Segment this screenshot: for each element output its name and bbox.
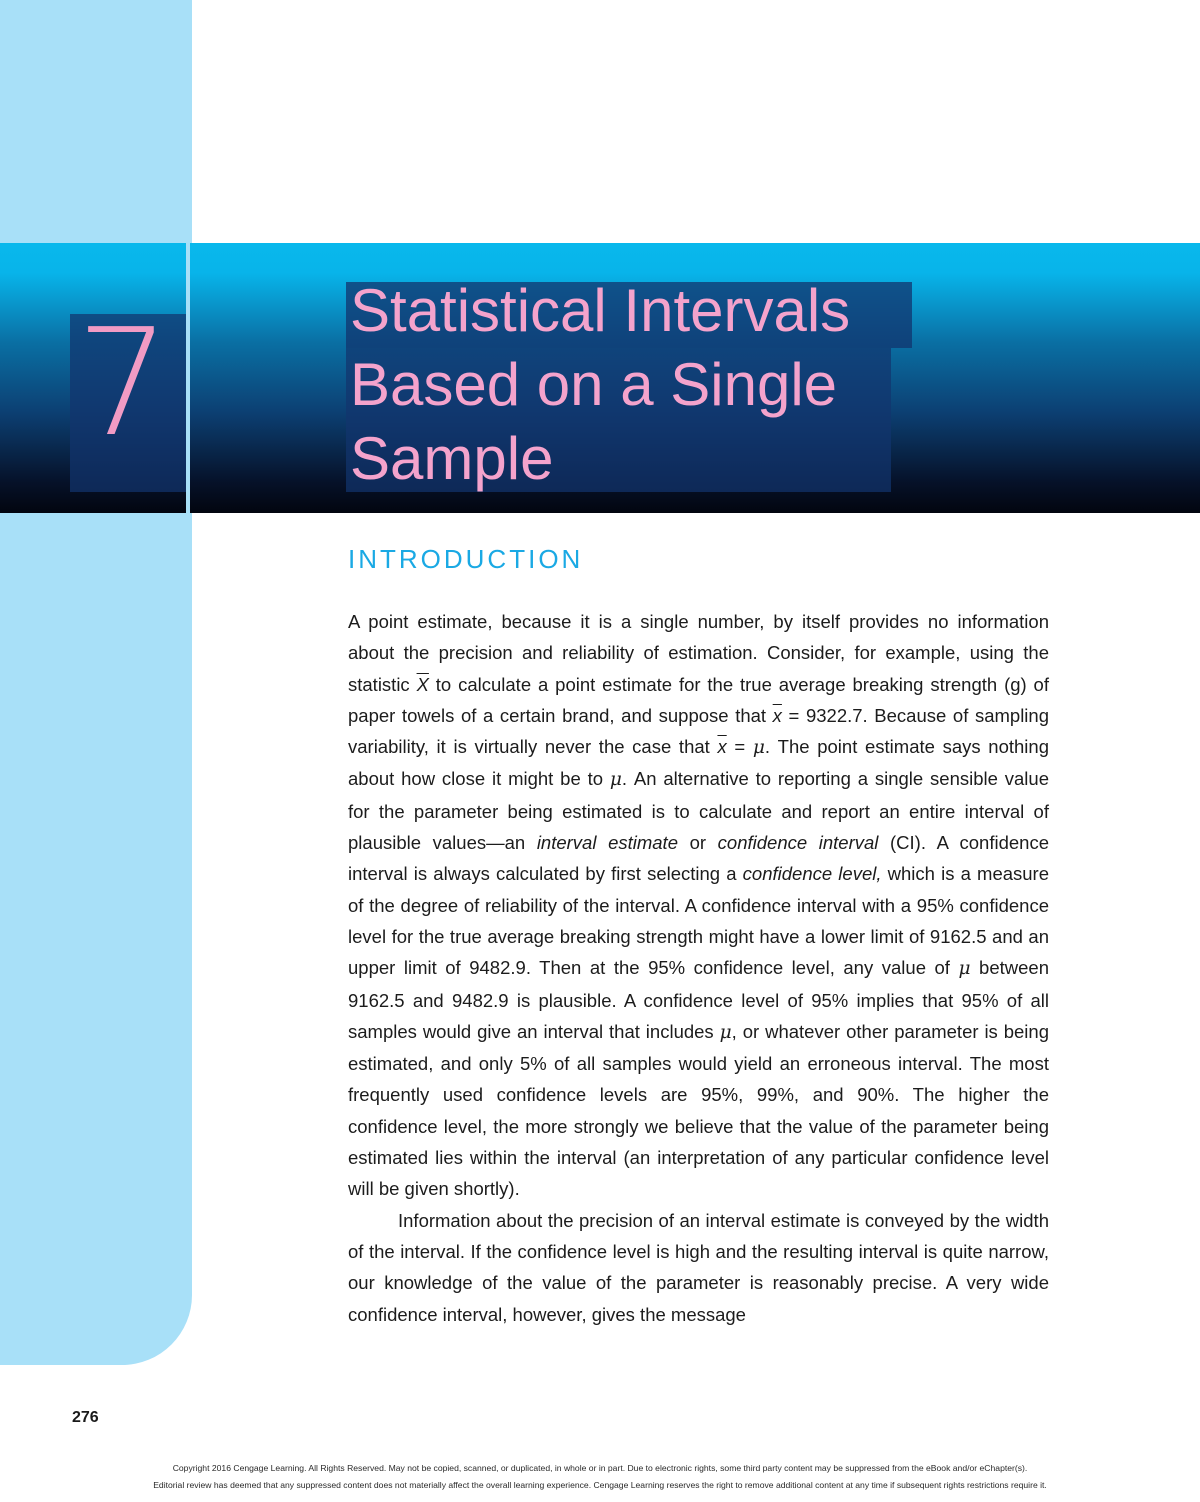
footer-line-2: Editorial review has deemed that any suppressed content does not materially affect the overall learning experience. Cengage Learning reserves the right to remove additional content at any time if subsequent rights restrictions require it.: [153, 1480, 1047, 1490]
chapter-title: [346, 277, 912, 492]
footer-line-1: Copyright 2016 Cengage Learning. All Rights Reserved. May not be copied, scanned, or duplicated, in whole or in part. Due to electronic rights, some third party content may be suppressed from the eBook and/or eChapter(s).: [172, 1463, 1028, 1473]
xbar-lower-symbol-2: $\overline{x}$: [717, 736, 727, 758]
side-strip: [0, 0, 192, 1365]
chapter-number: 7: [76, 297, 171, 469]
paragraph-2: Information about the precision of an interval estimate is conveyed by the width of the interval. If the confidence level is high and the resulting interval is quite narrow, our knowledge of the value of the parameter is reasonably precise. A very wide confidence interval, however, gives the message: [348, 1209, 1049, 1325]
mu-symbol: μ: [719, 1021, 732, 1043]
p1-text-10: between 9162.5 and 9482.9 is plausible. A confidence level of 95% implies that 95% of all samples would give an interval that includes: [348, 957, 1049, 1042]
p1-text-11: , or whatever other parameter is being estimated, and only 5% of all samples would yield an erroneous interval. The most frequently used confidence levels are 95%, 99%, and 90%. The higher the confidence level, the more strongly we believe that the value of the parameter being estimated lies within the interval (an interpretation of any particular confidence level will be given shortly).: [348, 1020, 1049, 1200]
p1-text-8: (CI). A confidence interval is always calculated by first selecting a: [348, 832, 1049, 885]
term-confidence-interval: confidence interval: [717, 832, 879, 854]
mu-symbol: μ: [609, 769, 622, 791]
term-interval-estimate: interval estimate: [536, 832, 678, 854]
p1-text-5: . The point estimate says nothing about how close it might be to: [348, 736, 1049, 790]
xbar-upper-symbol: $\overline{X}$: [416, 673, 429, 695]
p1-text-4: =: [726, 736, 753, 758]
term-confidence-level: confidence level,: [742, 863, 882, 885]
section-heading: INTRODUCTION: [348, 544, 584, 574]
xbar-lower-symbol: $\overline{x}$: [772, 704, 782, 726]
body-text: [348, 606, 1049, 1330]
mu-symbol: μ: [958, 958, 971, 980]
p1-text-2: to calculate a point estimate for the true average breaking strength (g) of paper towels of a certain brand, and suppose that: [348, 673, 1049, 726]
paragraph-1: [348, 606, 1049, 1205]
page-number: 276: [72, 1409, 99, 1426]
chapter-title-line-2: Based on a Single: [350, 351, 838, 418]
mu-symbol: μ: [752, 737, 765, 759]
p1-text-7: or: [677, 832, 718, 854]
chapter-title-line-3: Sample: [350, 425, 554, 492]
p1-text-6: . An alternative to reporting a single sensible value for the parameter being estimated is to calculate and report an entire interval of plausible values—an: [348, 768, 1049, 854]
banner-divider: [186, 243, 190, 513]
p1-text-9: which is a measure of the degree of reliability of the interval. A confidence interval with a 95% confidence level for the true average breaking strength might have a lower limit of 9162.5 and an upper limit of 9482.9. Then at the 95% confidence level, any value of: [348, 863, 1050, 979]
p1-text-3: = 9322.7. Because of sampling variability, it is virtually never the case that: [348, 704, 1049, 758]
chapter-title-line-1: Statistical Intervals: [350, 277, 851, 344]
copyright-footer: [0, 1460, 1200, 1494]
p1-text-1: A point estimate, because it is a single number, by itself provides no information about the precision and reliability of estimation. Consider, for example, using the statistic: [348, 611, 1049, 695]
